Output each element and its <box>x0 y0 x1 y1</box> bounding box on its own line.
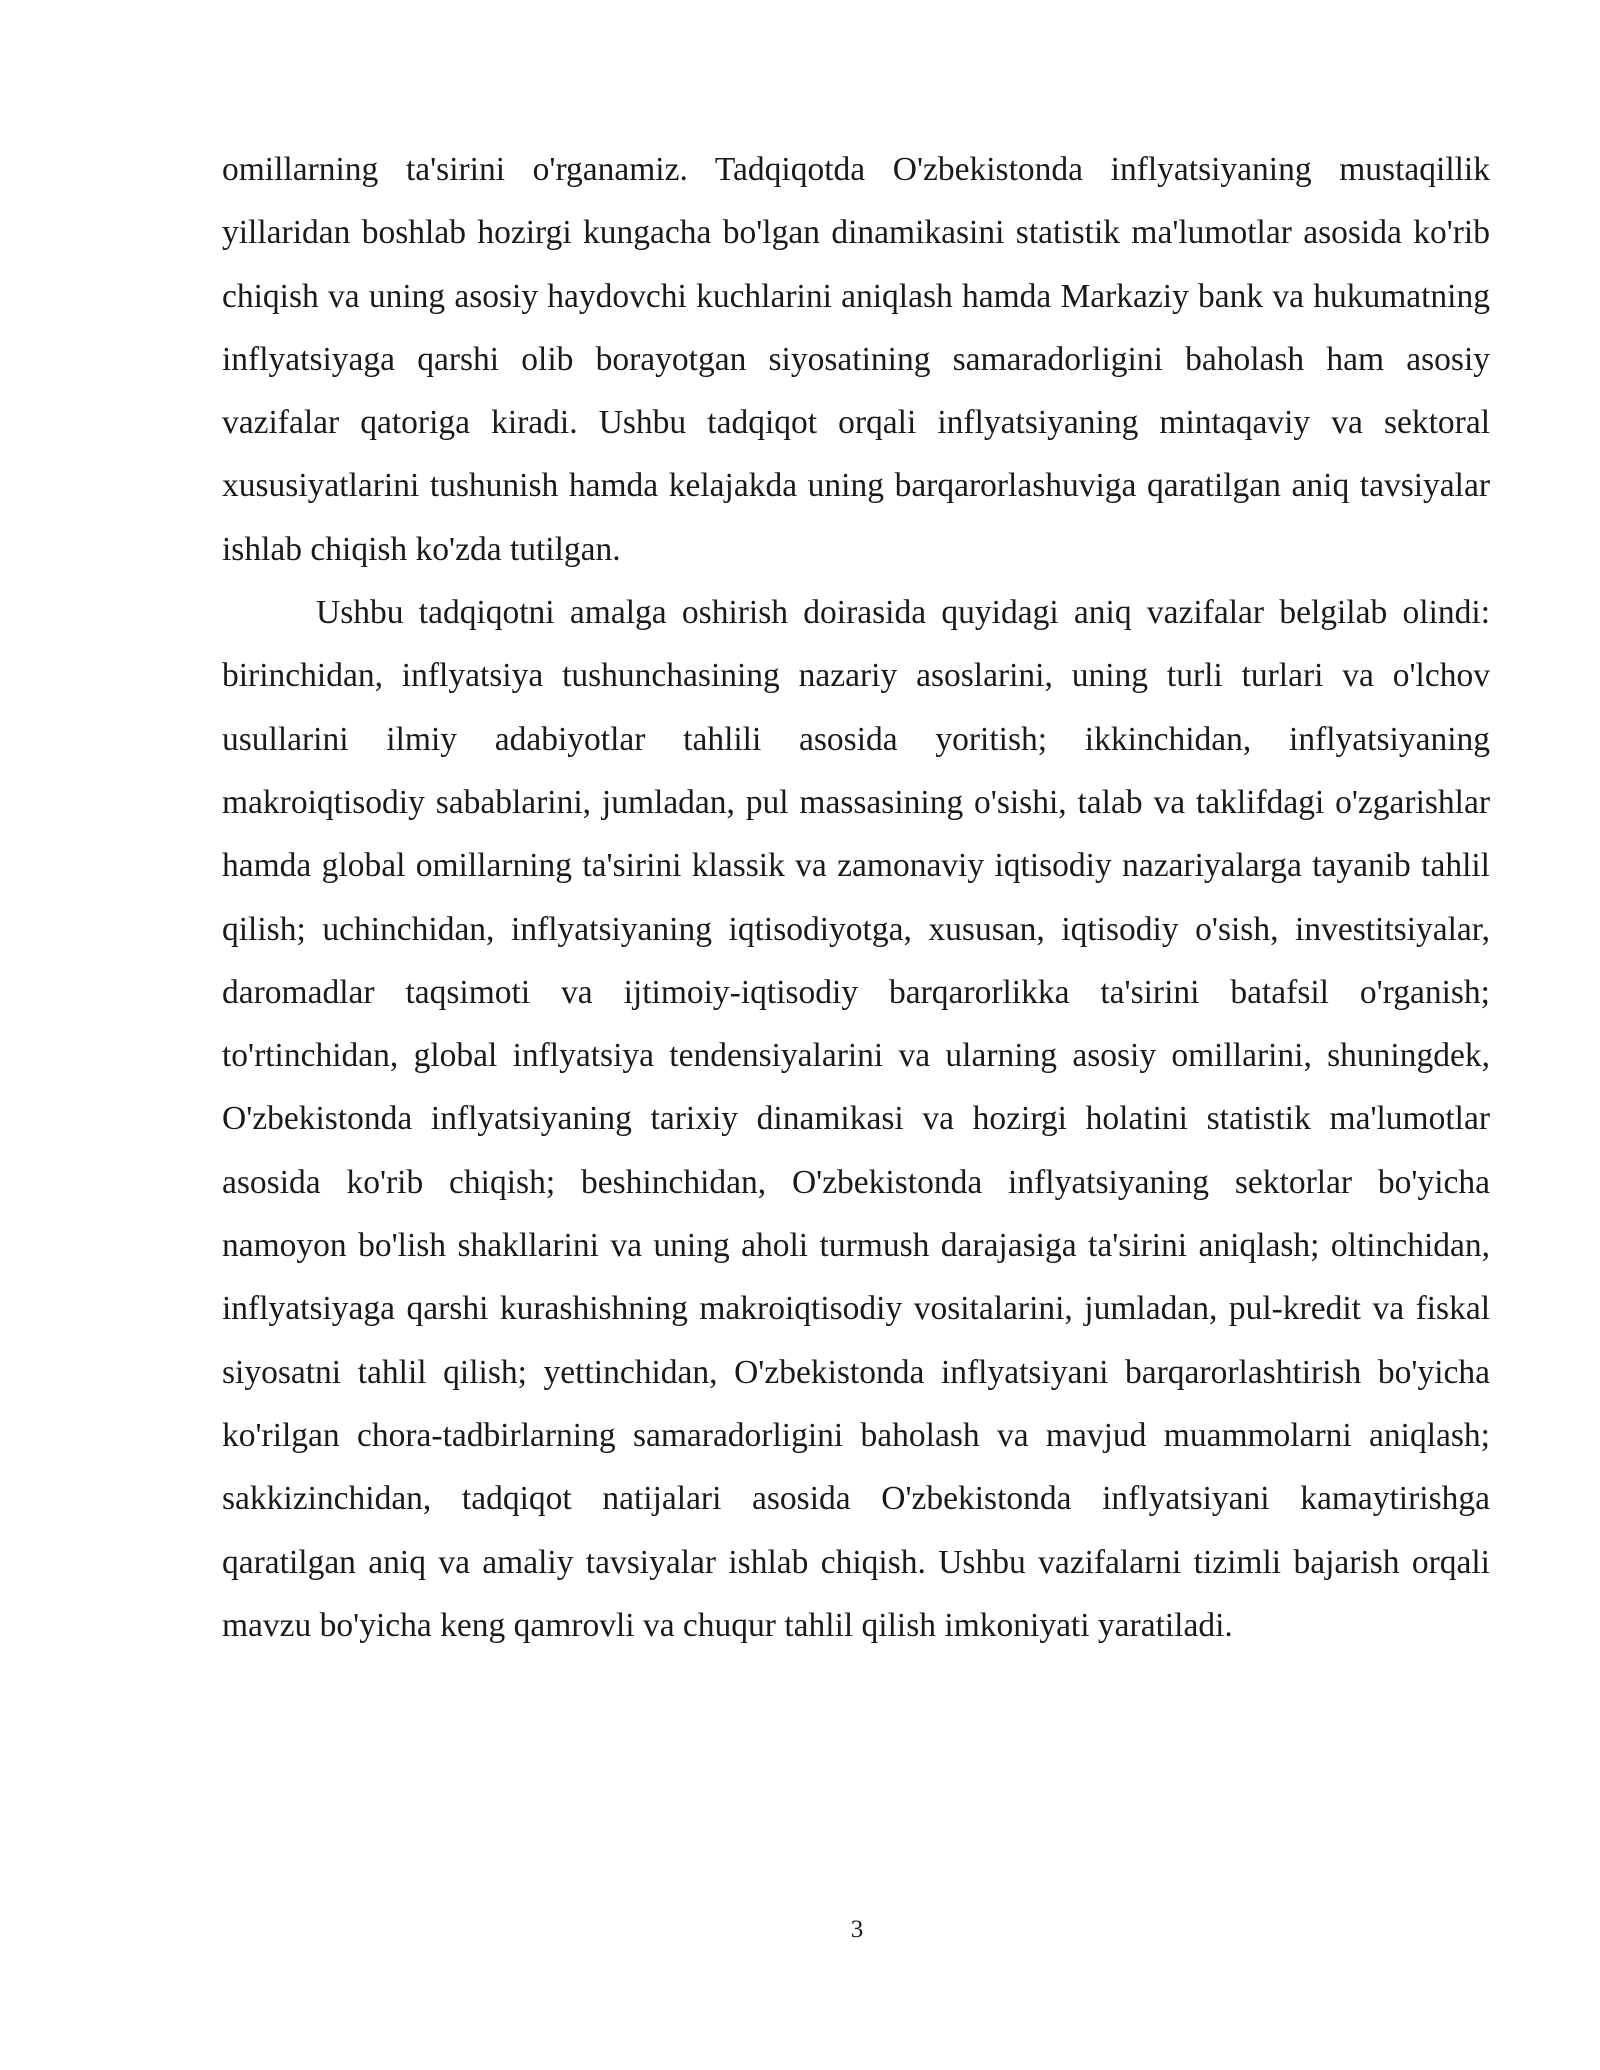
paragraph-continuation: omillarning ta'sirini o'rganamiz. Tadqiqotda O'zbekistonda inflyatsiyaning mustaqillik yillaridan boshlab hozirgi kungacha bo'lgan dinamikasini statistik ma'lumotlar asosida ko'rib chiqish va uning asosiy haydovchi kuchlarini aniqlash hamda Markaziy bank va hukumatning inflyatsiyaga qarshi olib borayotgan siyosatining samaradorligini baholash ham asosiy vazifalar qatoriga kiradi. Ushbu tadqiqot orqali inflyatsiyaning mintaqaviy va sektoral xususiyatlarini tushunish hamda kelajakda uning barqarorlashuviga qaratilgan aniq tavsiyalar ishlab chiqish ko'zda tutilgan. <box>222 151 1490 568</box>
body-text <box>222 138 1490 1657</box>
paragraph-research-tasks: Ushbu tadqiqotni amalga oshirish doirasida quyidagi aniq vazifalar belgilab olindi: birinchidan, inflyatsiya tushunchasining nazariy asoslarini, uning turli turlari va o'lchov usullarini ilmiy adabiyotlar tahlili asosida yoritish; ikkinchidan, inflyatsiyaning makroiqtisodiy sabablarini, jumladan, pul massasining o'sishi, talab va taklifdagi o'zgarishlar hamda global omillarning ta'sirini klassik va zamonaviy iqtisodiy nazariyalarga tayanib tahlil qilish; uchinchidan, inflyatsiyaning iqtisodiyotga, xususan, iqtisodiy o'sish, investitsiyalar, daromadlar taqsimoti va ijtimoiy-iqtisodiy barqarorlikka ta'sirini batafsil o'rganish; to'rtinchidan, global inflyatsiya tendensiyalarini va ularning asosiy omillarini, shuningdek, O'zbekistonda inflyatsiyaning tarixiy dinamikasi va hozirgi holatini statistik ma'lumotlar asosida ko'rib chiqish; beshinchidan, O'zbekistonda inflyatsiyaning sektorlar bo'yicha namoyon bo'lish shakllarini va uning aholi turmush darajasiga ta'sirini aniqlash; oltinchidan, inflyatsiyaga qarshi kurashishning makroiqtisodiy vositalarini, jumladan, pul-kredit va fiskal siyosatni tahlil qilish; yettinchidan, O'zbekistonda inflyatsiyani barqarorlashtirish bo'yicha ko'rilgan chora-tadbirlarning samaradorligini baholash va mavjud muammolarni aniqlash; sakkizinchidan, tadqiqot natijalari asosida O'zbekistonda inflyatsiyani kamaytirishga qaratilgan aniq va amaliy tavsiyalar ishlab chiqish. Ushbu vazifalarni tizimli bajarish orqali mavzu bo'yicha keng qamrovli va chuqur tahlil qilish imkoniyati yaratiladi. <box>222 594 1490 1644</box>
page-number: 3 <box>850 1916 864 1943</box>
